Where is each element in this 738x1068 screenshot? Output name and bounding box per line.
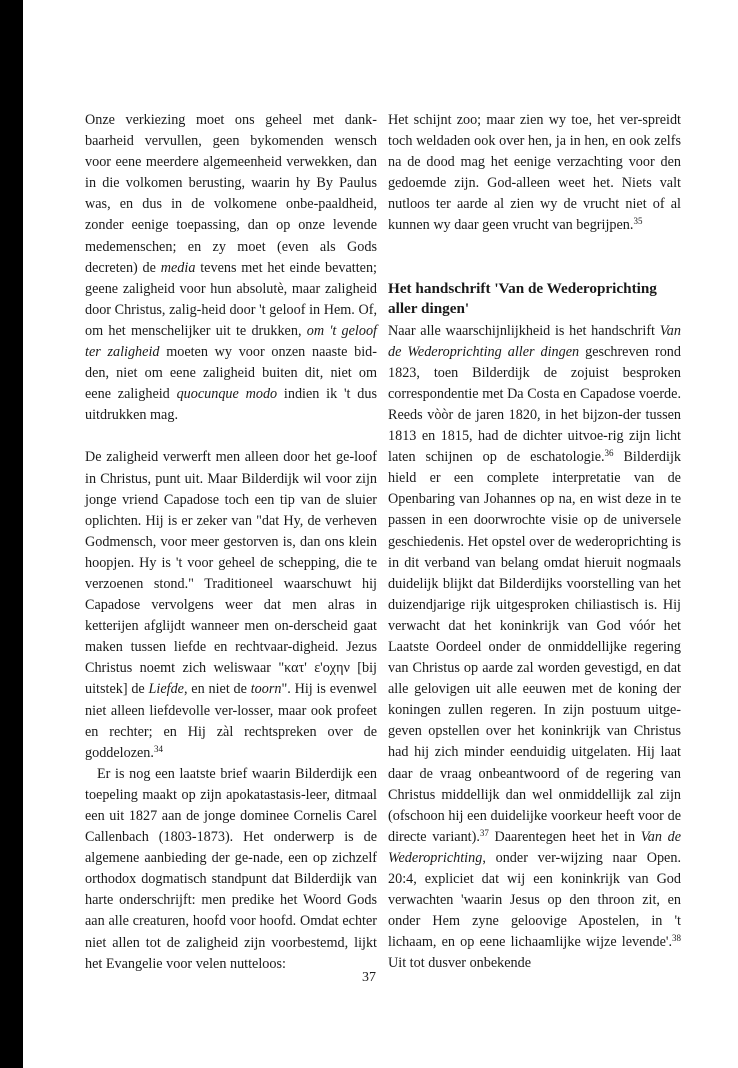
- scan-edge-bar: [0, 0, 23, 1068]
- section-heading: Het handschrift 'Van de Wederoprichting aller dingen': [388, 279, 657, 317]
- block-quote-evangelie: Het schijnt zoo; maar zien wy toe, het ver-spreidt toch weldaden ook over hen, ja in hen, en ook zelfs na de dood mag het eenige verzachting voor den gedoemde zijn. God-alleen weet het. Niets valt nutloos ter aarde al zien wy de vrucht niet of al kunnen wy daar geen vrucht van begrijpen.$^{35}$: [388, 112, 681, 234]
- paragraph-callenbach-letter: Er is nog een laatste brief waarin Bilderdijk een toepeling maakt op zijn apokatastasis-leer, ditmaal een uit 1827 aan de jonge dominee Cornelis Carel Callenbach (1803-1873). Het onderwerp is de algemene aanbieding der ge-nade, een op zichzelf orthodox dogmatisch standpunt dat Bilderdijk van harte onderschrijft: men predike het Woord Gods aan alle creaturen, hoofd voor hoofd. Omdat echter niet allen tot de zaligheid zijn voorbestemd, lijkt het Evangelie voor velen nutteloos:: [85, 765, 377, 972]
- footnote-ref-38[interactable]: 38: [672, 933, 681, 944]
- right-column: [388, 110, 681, 974]
- footnote-ref-35[interactable]: 35: [633, 216, 643, 227]
- footnote-ref-36[interactable]: 36: [604, 448, 614, 459]
- left-column: [85, 110, 377, 975]
- block-quote-bilderdijk: Onze verkiezing moet ons geheel met dank-baarheid vervullen, geen bykomenden wensch voor eene meerdere algemeenheid verwekken, dan in die volkomen berusting, waarin hy By Paulus was, en dus in de volkomene onbe-paaldheid, zonder eenige toepassing, dan op onze levende medemenschen; en zy moet (even als Gods decreten) de media tevens met het einde bevatten; geene zaligheid voor hun absolutè, maar zaligheid door Christus, zalig-heid door 't geloof in Hem. Of, om het menschelijker uit te drukken, om 't geloof ter zaligheid moeten wy voor onzen naaste bid-den, niet om eene zaligheid buiten dit, niet om eene zaligheid quocunque modo indien ik 't dus uitdrukken mag.: [85, 112, 377, 424]
- paragraph-zaligheid: De zaligheid verwerft men alleen door het ge-loof in Christus, punt uit. Maar Bilderdijk wil voor zijn jonge vriend Capadose toch een tip van de sluier oplichten. Hij is er zeker van "dat Hy, de verheven Godmensch, voor meer gestorven is, dan ons klein hoopjen. Hy is 't voor geheel de schepping, die te verzoenen stond." Traditioneel waarschuwt hij Capadose vervolgens weer dat men alras in ketterijen afglijdt wanneer men on-derscheid gaat maken tussen liefde en rechtvaar-digheid. Jezus Christus noemt zich weliswaar "κατ' ε'οχην [bij uitstek] de Liefde, en niet de toorn". Hij is evenwel niet alleen liefdevolle ver-losser, maar ook profeet en rechter; en Hij zàl rechtspreken over de goddelozen.$^{34}$: [85, 449, 378, 761]
- footnote-ref-34[interactable]: 34: [153, 743, 163, 754]
- footnote-ref-37[interactable]: 37: [479, 827, 489, 838]
- page-number: 37: [362, 970, 376, 985]
- paragraph-handschrift: Naar alle waarschijnlijkheid is het handschrift Van de Wederoprichting aller dingen geschreven rond 1823, toen Bilderdijk de zojuist besproken correspondentie met Da Costa en Capadose voerde. Reeds vòòr de jaren 1820, in het bijzon-der tussen 1813 en 1815, had de dichter uitvoe-rig zijn licht laten schijnen op de eschatologie.$^{36}$ Bilderdijk hield er een complete interpretatie van de Openbaring van Johannes op na, en wist deze in te passen in een doorwrochte visie op de universele geschiedenis. Het opstel over de wederoprichting is in dit verband van belang omdat hieruit nogmaals duidelijk blijkt dat Bilderdijks voorstelling van het duizendjarige rijk uitgesproken chiliastisch is. Hij verwacht dat het koninkrijk van God vóór het Laatste Oordeel onder de onmiddellijke regering van Christus op aarde zal worden gevestigd, en dat alle gelovigen uit alle eeuwen met de koning der koningen zullen regeren. In zijn postuum uitge-geven opstellen over het koninkrijk van Christus had hij zich minder eenduidig uitgelaten. Hij laat daar de vraag onbeantwoord of de regering van Christus middellijk dan wel onmiddellijk zal zijn (ofschoon hij een duidelijke voorkeur heeft voor de directe variant).$^{37}$ Daarentegen heet het in Van de Wederoprichting, onder ver-wijzing naar Open. 20:4, expliciet dat wij een koninkrijk van God verwachten 'waarin Jesus op den throon zit, en onder Hem zyne geloovige Apostelen, in 't lichaam, en op eene lichaamlijke wijze levende'.$^{38}$ Uit tot dusver onbekende: [388, 322, 681, 972]
